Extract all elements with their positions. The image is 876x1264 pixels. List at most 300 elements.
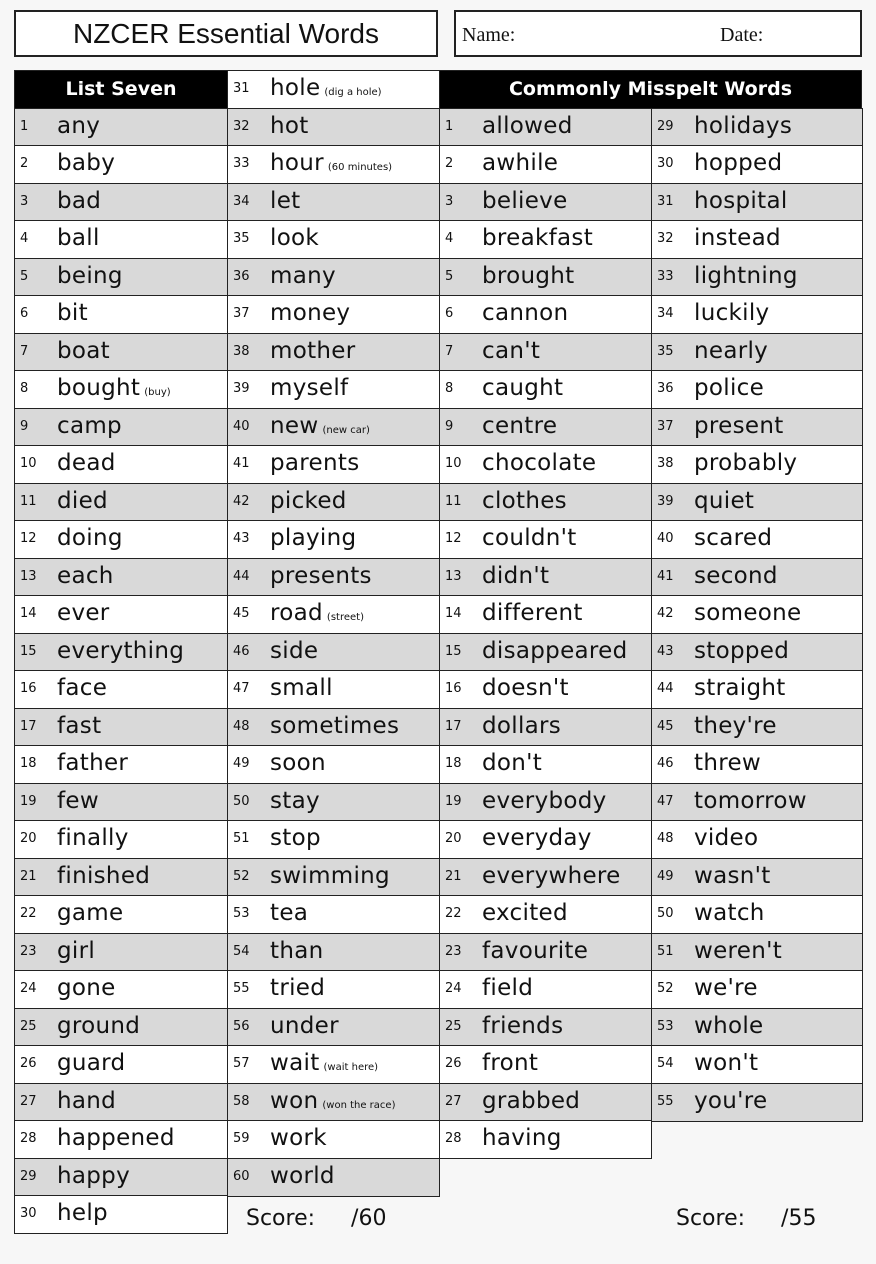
- list-item: [651, 408, 863, 447]
- word-number: 25: [445, 1019, 462, 1034]
- word-label: having: [482, 1125, 562, 1151]
- word-label: caught: [482, 375, 564, 401]
- word-label: presents: [270, 563, 372, 589]
- word-number: 46: [657, 756, 674, 771]
- word-label: look: [270, 225, 320, 251]
- word-number: 26: [20, 1056, 37, 1071]
- list-item: [227, 970, 440, 1009]
- word-label: hole: [270, 75, 321, 101]
- word-number: 37: [657, 419, 674, 434]
- word-number: 47: [233, 681, 250, 696]
- word-note: (dig a hole): [324, 87, 382, 98]
- word-label: believe: [482, 188, 568, 214]
- word-number: 19: [445, 794, 462, 809]
- word-label: dollars: [482, 713, 562, 739]
- word-label: gone: [57, 975, 116, 1001]
- word-label: present: [694, 413, 784, 439]
- list-item: [227, 145, 440, 184]
- list-item: [439, 595, 652, 634]
- word-text: [270, 488, 347, 514]
- word-number: 11: [20, 494, 37, 509]
- word-text: [482, 488, 567, 514]
- word-text: [270, 413, 370, 439]
- word-text: [482, 1013, 563, 1039]
- word-label: friends: [482, 1013, 564, 1039]
- word-label: everybody: [482, 788, 607, 814]
- list-item: [14, 1158, 228, 1197]
- list-item: [651, 1045, 863, 1084]
- word-number: 57: [233, 1056, 250, 1071]
- list-item: [14, 858, 228, 897]
- word-text: [694, 525, 772, 551]
- word-number: 27: [20, 1094, 37, 1109]
- list-item: [651, 220, 863, 259]
- list-item: [439, 783, 652, 822]
- word-number: 23: [445, 944, 462, 959]
- list-item: [227, 445, 440, 484]
- word-label: straight: [694, 675, 786, 701]
- word-text: [694, 713, 777, 739]
- word-number: 31: [233, 81, 250, 96]
- word-label: video: [694, 825, 759, 851]
- list-item: [227, 70, 440, 109]
- word-number: 5: [20, 269, 29, 284]
- word-number: 37: [233, 306, 250, 321]
- word-text: [482, 938, 588, 964]
- word-label: breakfast: [482, 225, 594, 251]
- word-label: wait: [270, 1050, 320, 1076]
- list-item: [651, 895, 863, 934]
- word-text: [694, 1088, 767, 1114]
- word-text: [482, 150, 558, 176]
- word-number: 12: [20, 531, 37, 546]
- list-item: [227, 933, 440, 972]
- word-text: [57, 225, 100, 251]
- word-text: [482, 675, 569, 701]
- word-number: 51: [233, 831, 250, 846]
- word-text: [270, 150, 392, 176]
- word-text: [57, 338, 110, 364]
- word-text: [694, 788, 807, 814]
- word-number: 22: [20, 906, 37, 921]
- list-item: [439, 745, 652, 784]
- list-item: [227, 858, 440, 897]
- word-label: police: [694, 375, 765, 401]
- word-text: [57, 1163, 130, 1189]
- word-number: 3: [20, 194, 29, 209]
- word-text: [57, 750, 128, 776]
- word-number: 13: [20, 569, 37, 584]
- word-text: [270, 788, 320, 814]
- list-item: [439, 408, 652, 447]
- list-seven-score: [246, 1206, 386, 1231]
- word-number: 7: [445, 344, 454, 359]
- list-item: [439, 333, 652, 372]
- word-number: 29: [657, 119, 674, 134]
- word-text: [270, 1088, 395, 1114]
- word-text: [57, 525, 123, 551]
- name-date-box[interactable]: [454, 10, 862, 57]
- word-label: chocolate: [482, 450, 597, 476]
- list-item: [651, 820, 863, 859]
- word-number: 48: [657, 831, 674, 846]
- word-text: [694, 150, 782, 176]
- list-item: [651, 445, 863, 484]
- word-label: hopped: [694, 150, 783, 176]
- word-label: side: [270, 638, 319, 664]
- list-item: [227, 558, 440, 597]
- word-text: [270, 1163, 335, 1189]
- word-label: finished: [57, 863, 151, 889]
- word-number: 42: [657, 606, 674, 621]
- word-text: [270, 1050, 378, 1076]
- word-number: 17: [445, 719, 462, 734]
- word-text: [57, 188, 101, 214]
- list-item: [651, 295, 863, 334]
- word-text: [482, 975, 533, 1001]
- word-text: [57, 113, 100, 139]
- word-label: hand: [57, 1088, 117, 1114]
- word-label: fast: [57, 713, 102, 739]
- list-item: [651, 258, 863, 297]
- list-item: [227, 408, 440, 447]
- word-number: 8: [20, 381, 29, 396]
- word-number: 4: [445, 231, 454, 246]
- list-seven-heading: List Seven: [14, 70, 228, 109]
- word-label: nearly: [694, 338, 769, 364]
- word-label: instead: [694, 225, 781, 251]
- word-text: [57, 263, 123, 289]
- list-item: [227, 820, 440, 859]
- word-text: [694, 375, 764, 401]
- word-number: 17: [20, 719, 37, 734]
- word-text: [482, 863, 621, 889]
- word-number: 26: [445, 1056, 462, 1071]
- word-text: [482, 713, 561, 739]
- word-label: ground: [57, 1013, 141, 1039]
- list-item: [227, 745, 440, 784]
- word-text: [57, 413, 122, 439]
- word-label: whole: [694, 1013, 764, 1039]
- word-label: doesn't: [482, 675, 569, 701]
- word-text: [270, 675, 333, 701]
- word-text: [57, 488, 108, 514]
- list-item: [227, 895, 440, 934]
- word-number: 10: [445, 456, 462, 471]
- word-number: 32: [657, 231, 674, 246]
- word-note: (street): [326, 612, 364, 623]
- word-label: work: [270, 1125, 327, 1151]
- word-label: soon: [270, 750, 326, 776]
- word-text: [694, 225, 781, 251]
- word-text: [57, 150, 115, 176]
- word-number: 22: [445, 906, 462, 921]
- list-item: [439, 370, 652, 409]
- word-number: 50: [233, 794, 250, 809]
- word-number: 15: [20, 644, 37, 659]
- word-text: [694, 563, 778, 589]
- list-item: [14, 445, 228, 484]
- word-label: brought: [482, 263, 575, 289]
- word-label: bought: [57, 375, 141, 401]
- word-text: [57, 450, 116, 476]
- date-label: Date:: [720, 24, 764, 46]
- word-text: [482, 338, 540, 364]
- list-item: [439, 520, 652, 559]
- word-label: guard: [57, 1050, 126, 1076]
- list-item: [227, 783, 440, 822]
- word-text: [694, 638, 789, 664]
- word-number: 21: [20, 869, 37, 884]
- word-number: 49: [233, 756, 250, 771]
- word-label: myself: [270, 375, 349, 401]
- word-number: 45: [657, 719, 674, 734]
- word-number: 10: [20, 456, 37, 471]
- word-text: [57, 788, 99, 814]
- list-item: [439, 1045, 652, 1084]
- word-label: few: [57, 788, 99, 814]
- word-number: 38: [657, 456, 674, 471]
- word-text: [57, 1050, 125, 1076]
- list-item: [14, 1083, 228, 1122]
- word-text: [57, 713, 101, 739]
- list-item: [14, 1195, 228, 1234]
- word-text: [694, 1050, 758, 1076]
- word-number: 44: [657, 681, 674, 696]
- word-label: dead: [57, 450, 116, 476]
- score-total: /60: [351, 1206, 387, 1231]
- word-label: ever: [57, 600, 110, 626]
- word-label: won't: [694, 1050, 759, 1076]
- word-text: [57, 1088, 116, 1114]
- word-label: couldn't: [482, 525, 577, 551]
- list-item: [439, 633, 652, 672]
- word-number: 20: [20, 831, 37, 846]
- word-note: (new car): [322, 425, 370, 436]
- list-item: [439, 258, 652, 297]
- word-number: 1: [20, 119, 29, 134]
- word-number: 34: [657, 306, 674, 321]
- word-number: 38: [233, 344, 250, 359]
- word-number: 40: [233, 419, 250, 434]
- word-label: someone: [694, 600, 802, 626]
- word-text: [482, 825, 592, 851]
- list-item: [439, 445, 652, 484]
- list-item: [14, 783, 228, 822]
- word-number: 16: [20, 681, 37, 696]
- word-number: 9: [445, 419, 454, 434]
- word-label: they're: [694, 713, 777, 739]
- word-number: 27: [445, 1094, 462, 1109]
- word-number: 50: [657, 906, 674, 921]
- word-number: 36: [657, 381, 674, 396]
- word-text: [57, 600, 110, 626]
- word-number: 30: [20, 1206, 37, 1221]
- word-number: 35: [233, 231, 250, 246]
- word-label: mother: [270, 338, 356, 364]
- word-label: boat: [57, 338, 110, 364]
- list-item: [227, 108, 440, 147]
- list-item: [227, 708, 440, 747]
- word-text: [270, 600, 364, 626]
- word-label: grabbed: [482, 1088, 581, 1114]
- word-label: cannon: [482, 300, 569, 326]
- word-label: world: [270, 1163, 335, 1189]
- word-label: tea: [270, 900, 309, 926]
- list-item: [439, 183, 652, 222]
- list-item: [651, 145, 863, 184]
- word-number: 49: [657, 869, 674, 884]
- word-number: 6: [445, 306, 454, 321]
- score-total: /55: [781, 1206, 817, 1231]
- word-number: 31: [657, 194, 674, 209]
- list-item: [14, 745, 228, 784]
- word-number: 28: [20, 1131, 37, 1146]
- list-item: [14, 1045, 228, 1084]
- list-item: [651, 1083, 863, 1122]
- word-text: [270, 563, 372, 589]
- word-number: 43: [233, 531, 250, 546]
- word-text: [482, 638, 628, 664]
- word-number: 30: [657, 156, 674, 171]
- list-item: [439, 108, 652, 147]
- list-item: [439, 483, 652, 522]
- list-item: [227, 595, 440, 634]
- word-label: bad: [57, 188, 102, 214]
- list-item: [14, 633, 228, 672]
- word-label: won: [270, 1088, 319, 1114]
- word-label: game: [57, 900, 124, 926]
- word-label: stopped: [694, 638, 790, 664]
- word-number: 24: [20, 981, 37, 996]
- word-note: (wait here): [323, 1062, 379, 1073]
- word-text: [482, 263, 575, 289]
- list-item: [227, 483, 440, 522]
- word-number: 41: [233, 456, 250, 471]
- word-number: 18: [445, 756, 462, 771]
- word-label: ball: [57, 225, 100, 251]
- word-label: being: [57, 263, 123, 289]
- word-label: sometimes: [270, 713, 400, 739]
- word-number: 12: [445, 531, 462, 546]
- list-item: [651, 745, 863, 784]
- word-number: 60: [233, 1169, 250, 1184]
- word-text: [270, 300, 350, 326]
- word-label: you're: [694, 1088, 768, 1114]
- list-item: [227, 1008, 440, 1047]
- word-label: allowed: [482, 113, 573, 139]
- list-item: [439, 895, 652, 934]
- word-text: [270, 338, 355, 364]
- list-item: [651, 1008, 863, 1047]
- word-label: second: [694, 563, 778, 589]
- word-text: [482, 225, 593, 251]
- word-text: [57, 1013, 140, 1039]
- word-label: quiet: [694, 488, 755, 514]
- word-number: 44: [233, 569, 250, 584]
- word-number: 1: [445, 119, 454, 134]
- list-item: [14, 333, 228, 372]
- word-number: 33: [233, 156, 250, 171]
- word-label: happened: [57, 1125, 175, 1151]
- list-item: [14, 408, 228, 447]
- word-text: [57, 1200, 108, 1226]
- misspelt-score: [676, 1206, 816, 1231]
- list-item: [439, 558, 652, 597]
- list-item: [227, 1045, 440, 1084]
- word-text: [482, 300, 568, 326]
- word-number: 14: [20, 606, 37, 621]
- word-text: [482, 1088, 580, 1114]
- word-label: probably: [694, 450, 798, 476]
- word-label: swimming: [270, 863, 390, 889]
- word-text: [270, 75, 382, 101]
- word-label: hot: [270, 113, 309, 139]
- list-item: [14, 670, 228, 709]
- word-label: favourite: [482, 938, 589, 964]
- word-label: weren't: [694, 938, 783, 964]
- list-item: [14, 520, 228, 559]
- list-item: [14, 708, 228, 747]
- list-item: [227, 670, 440, 709]
- word-text: [482, 1050, 538, 1076]
- word-label: many: [270, 263, 336, 289]
- word-text: [270, 825, 321, 851]
- list-item: [14, 108, 228, 147]
- word-label: didn't: [482, 563, 550, 589]
- word-label: everything: [57, 638, 185, 664]
- word-text: [57, 675, 107, 701]
- word-label: let: [270, 188, 301, 214]
- word-number: 11: [445, 494, 462, 509]
- word-text: [57, 300, 88, 326]
- word-text: [694, 1013, 764, 1039]
- word-number: 18: [20, 756, 37, 771]
- word-text: [694, 600, 802, 626]
- misspelt-heading: Commonly Misspelt Words: [439, 70, 862, 109]
- list-item: [439, 1083, 652, 1122]
- word-number: 54: [233, 944, 250, 959]
- word-label: stop: [270, 825, 321, 851]
- word-label: money: [270, 300, 351, 326]
- word-text: [482, 413, 557, 439]
- list-item: [439, 670, 652, 709]
- list-item: [14, 220, 228, 259]
- word-text: [270, 900, 308, 926]
- word-text: [694, 975, 758, 1001]
- word-number: 56: [233, 1019, 250, 1034]
- word-text: [482, 1125, 562, 1151]
- word-label: lightning: [694, 263, 798, 289]
- word-text: [482, 525, 577, 551]
- word-text: [270, 113, 309, 139]
- word-label: each: [57, 563, 114, 589]
- list-item: [227, 520, 440, 559]
- word-label: watch: [694, 900, 765, 926]
- word-label: father: [57, 750, 129, 776]
- list-item: [651, 183, 863, 222]
- word-label: field: [482, 975, 534, 1001]
- word-number: 51: [657, 944, 674, 959]
- word-text: [694, 825, 758, 851]
- word-label: bit: [57, 300, 88, 326]
- page-title: NZCER Essential Words: [14, 10, 438, 57]
- word-text: [270, 525, 356, 551]
- word-text: [482, 563, 549, 589]
- word-number: 14: [445, 606, 462, 621]
- word-number: 39: [657, 494, 674, 509]
- word-label: stay: [270, 788, 320, 814]
